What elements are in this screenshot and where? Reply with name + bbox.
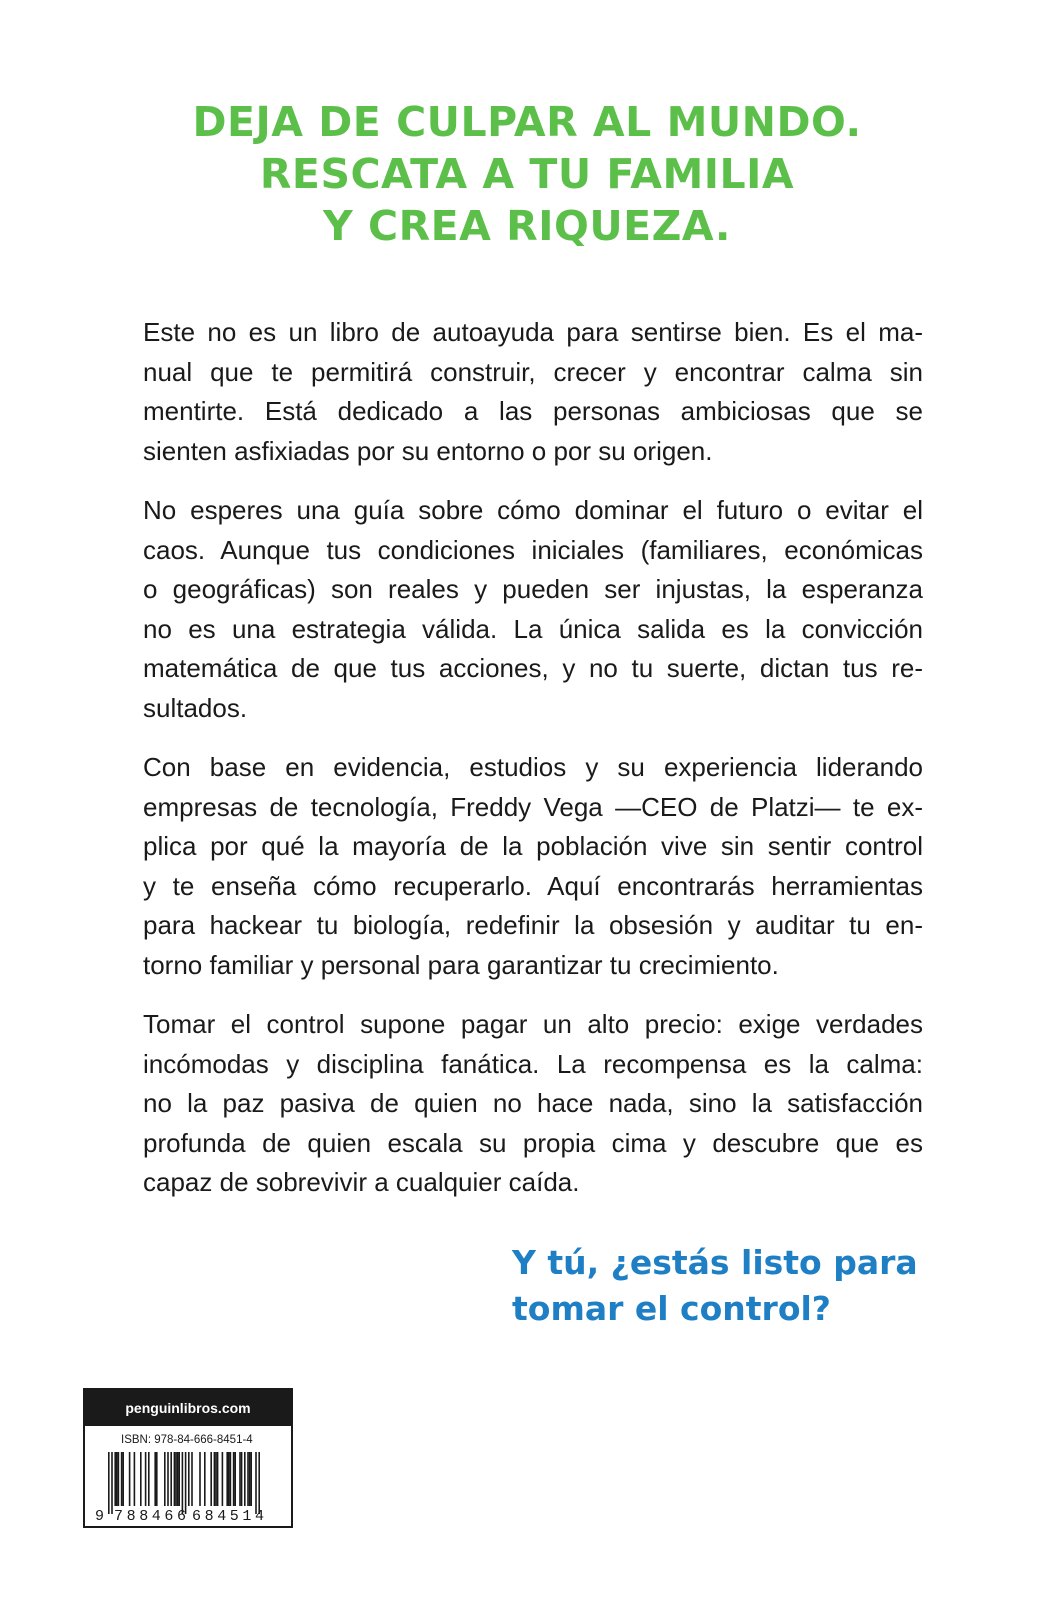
barcode-bar [114,1452,116,1506]
barcode-bar [188,1452,190,1506]
barcode-bar [210,1452,212,1506]
closing-question [512,1240,922,1332]
isbn-label: ISBN: 978-84-666-8451-4 [121,1434,253,1446]
text-line: Tomar el control supone pagar un alto precio: exige verdades [143,1009,923,1039]
barcode-bar [148,1452,150,1506]
barcode-bar [217,1452,219,1506]
barcode-bar [191,1452,193,1506]
barcode-bar [121,1452,123,1506]
barcode-bar [154,1452,156,1506]
paragraph-2 [143,491,923,728]
barcode-bar [199,1452,201,1506]
barcode-bar [247,1452,249,1506]
headline-line: DEJA DE CULPAR AL MUNDO. [192,98,862,146]
barcode-bar [239,1452,241,1506]
text-line: matemática de que tus acciones, y no tu suerte, dictan tus re- [143,653,923,683]
paragraph-4 [143,1005,923,1203]
barcode-bar [175,1452,177,1506]
barcode-bar [222,1452,224,1506]
text-line: profunda de quien escala su propia cima y descubre que es [143,1127,923,1158]
text-line: Este no es un libro de autoayuda para sentirse bien. Es el ma- [143,317,923,347]
barcode-bar [118,1452,120,1506]
paragraph-3 [143,748,923,985]
barcode-guard-bar [182,1452,184,1514]
barcode-bar [226,1452,228,1506]
text-line: nual que te permitirá construir, crecer y encontrar calma sin [143,356,923,387]
barcode-bar [116,1452,118,1506]
closing-line: Y tú, ¿estás listo para [512,1243,918,1282]
barcode-guard-bar [185,1452,187,1514]
publisher-website: penguinlibros.com [85,1390,291,1426]
barcode-bar [145,1452,147,1506]
text-line: no es una estrategia válida. La única salida es la convicción [143,613,923,644]
headline-line: RESCATA A TU FAMILIA [259,150,795,198]
barcode-bar [250,1452,252,1506]
barcode-guard-bar [111,1452,113,1514]
barcode-first-digit: 9 [95,1508,105,1524]
closing-line: tomar el control? [512,1289,831,1328]
text-line: No esperes una guía sobre cómo dominar el futuro o evitar el [143,495,923,525]
barcode-bar [249,1452,251,1506]
barcode-guard-bar [258,1452,260,1514]
text-line: y te enseña cómo recuperarlo. Aquí encontrarás herramientas [143,870,923,901]
text-line: incómodas y disciplina fanática. La recompensa es la calma: [143,1048,923,1079]
text-line: caos. Aunque tus condiciones iniciales (familiares, económicas [143,534,923,565]
headline-line: Y CREA RIQUEZA. [323,202,731,250]
barcode-bars [108,1452,260,1514]
barcode-image [93,1450,283,1524]
barcode-bar [134,1452,136,1506]
text-line: para hackear tu biología, redefinir la obsesión y auditar tu en- [143,910,923,940]
barcode-bar [156,1452,158,1506]
barcode-bar [234,1452,236,1506]
text-line: mentirte. Está dedicado a las personas ambiciosas que se [143,396,923,426]
barcode-right-digits: 684514 [192,1508,264,1524]
barcode-bar [122,1452,124,1506]
blurb-body [143,313,923,1223]
barcode-bar [230,1452,232,1506]
text-line: sienten asfixiadas por su entorno o por su origen. [143,435,713,466]
text-line: o geográficas) son reales y pueden ser injustas, la esperanza [143,574,923,604]
barcode-bar [214,1452,216,1506]
barcode-bar [178,1452,180,1506]
barcode-bar [177,1452,179,1506]
barcode-bar [167,1452,169,1506]
text-line: empresas de tecnología, Freddy Vega —CEO de Platzi— te ex- [143,791,923,822]
text-line: capaz de sobrevivir a cualquier caída. [143,1167,580,1197]
barcode-left-digits: 788466 [114,1508,186,1524]
text-line: Con base en evidencia, estudios y su experiencia liderando [143,752,923,782]
text-line: no la paz pasiva de quien no hace nada, sino la satisfacción [143,1088,923,1118]
paragraph-1 [143,313,923,471]
text-line: sultados. [143,692,248,723]
barcode-block [83,1388,293,1528]
barcode-guard-bar [255,1452,257,1514]
barcode-bar [164,1452,166,1506]
barcode-bar [204,1452,206,1506]
text-line: torno familiar y personal para garantizar tu crecimiento. [143,949,779,980]
text-line: plica por qué la mayoría de la población vive sin sentir control [143,831,923,861]
barcode-bar [244,1452,246,1506]
barcode-bar [170,1452,172,1506]
barcode-guard-bar [108,1452,110,1514]
barcode-bar [215,1452,217,1506]
barcode-bar [129,1452,131,1506]
headline [0,96,1054,252]
barcode-bar [174,1452,176,1506]
barcode-bar [241,1452,243,1506]
barcode-bar [233,1452,235,1506]
barcode-bar [228,1452,230,1506]
barcode-bar [140,1452,142,1506]
